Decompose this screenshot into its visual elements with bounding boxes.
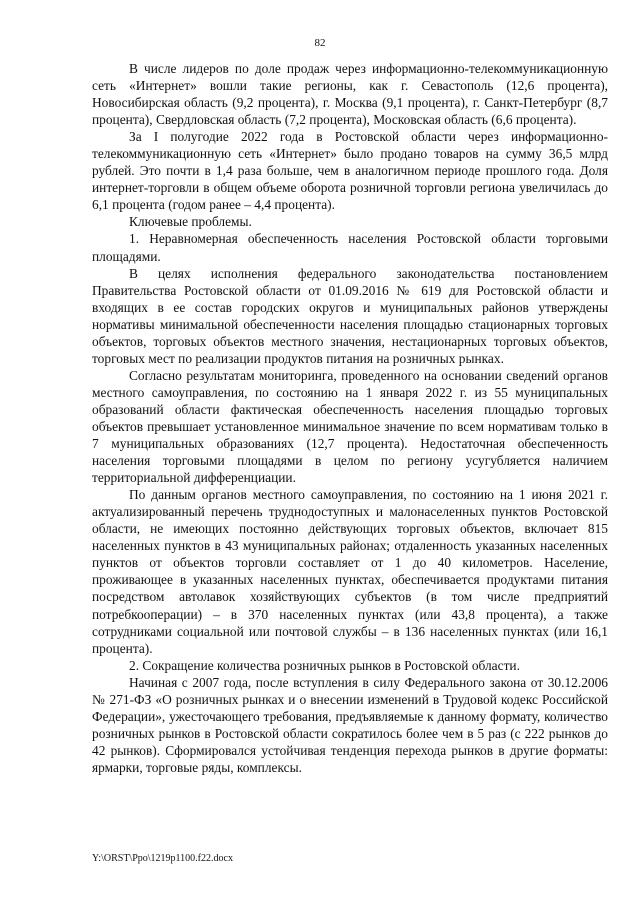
file-path-footer: Y:\ORST\Ppo\1219p1100.f22.docx — [92, 853, 233, 864]
paragraph-monitoring-results: Согласно результатам мониторинга, проведенного на основании сведений органов местного самоуправления, по состоянию на 1 января 2022 г. из 55 муниципальных образований области фактическая обеспеченность населения площадью торговых объектов превышает установленное минимальное значение по всем нормативам только в 7 муниципальных образованиях (12,7 процента). Недостаточная обеспеченность населения торговыми площадями в целом по региону усугубляется наличием территориальной дифференциации. — [92, 367, 608, 486]
paragraph-norms-resolution: В целях исполнения федерального законодательства постановлением Правительства Ростовской области от 01.09.2016 № 619 для Ростовской области и входящих в ее состав городских округов и муниципальных районов утверждены нормативы минимальной обеспеченности населения площадью стационарных торговых объектов, торговых объектов местного значения, нестационарных торговых объектов, торговых мест по реализации продуктов питания на розничных рынках. — [92, 265, 608, 366]
paragraph-rostov-online-sales: За I полугодие 2022 года в Ростовской области через информационно-телекоммуникационную сеть «Интернет» было продано товаров на сумму 36,5 млрд рублей. Это почти в 1,4 раза больше, чем в аналогичном периоде прошлого года. Доля интернет-торговли в общем объеме оборота розничной торговли региона увеличилась до 6,1 процента (годом ранее – 4,4 процента). — [92, 129, 608, 213]
page-number: 82 — [314, 37, 326, 49]
paragraph-online-sales-leaders: В числе лидеров по доле продаж через информационно-телекоммуникационную сеть «Интернет» вошли такие регионы, как г. Севастополь (12,6 процента), Новосибирская область (9,2 процента), г. Москва (9,1 процента), г. Санкт-Петербург (8,7 процента), Свердловская область (7,2 процента), Московская область (6,6 процента). — [92, 61, 608, 128]
paragraph-remote-settlements: По данным органов местного самоуправления, по состоянию на 1 июня 2021 г. актуализированный перечень труднодоступных и малонаселенных пунктов Ростовской области, не имеющих постоянно действующих торговых объектов, включает 815 населенных пунктов в 43 муниципальных районах; отдаленность указанных населенных пунктов от объектов торговли составляет от 1 до 40 километров. Население, проживающее в указанных населенных пунктах, обеспечивается продуктами питания посредством автолавок хозяйствующих субъектов (в том числе предприятий потребкооперации) – в 370 населенных пунктах (или 43,8 процента), а также сотрудниками социальной или почтовой службы – в 136 населенных пунктах (или 16,1 процента). — [92, 487, 608, 656]
paragraph-problem-1-title: 1. Неравномерная обеспеченность населения Ростовской области торговыми площадями. — [92, 231, 608, 264]
paragraph-key-problems: Ключевые проблемы. — [129, 214, 252, 230]
document-body — [92, 60, 608, 776]
paragraph-retail-markets-decline: Начиная с 2007 года, после вступления в силу Федерального закона от 30.12.2006 № 271-ФЗ «О розничных рынках и о внесении изменений в Трудовой кодекс Российской Федерации», ужесточающего требования, предъявляемые к данному формату, количество розничных рынков в Ростовской области сократилось более чем в 5 раз (с 222 рынков до 42 рынков). Сформировался устойчивая тенденция перехода рынков в другие форматы: ярмарки, торговые ряды, комплексы. — [92, 674, 608, 775]
paragraph-problem-2-title: 2. Сокращение количества розничных рынков в Ростовской области. — [129, 657, 520, 673]
